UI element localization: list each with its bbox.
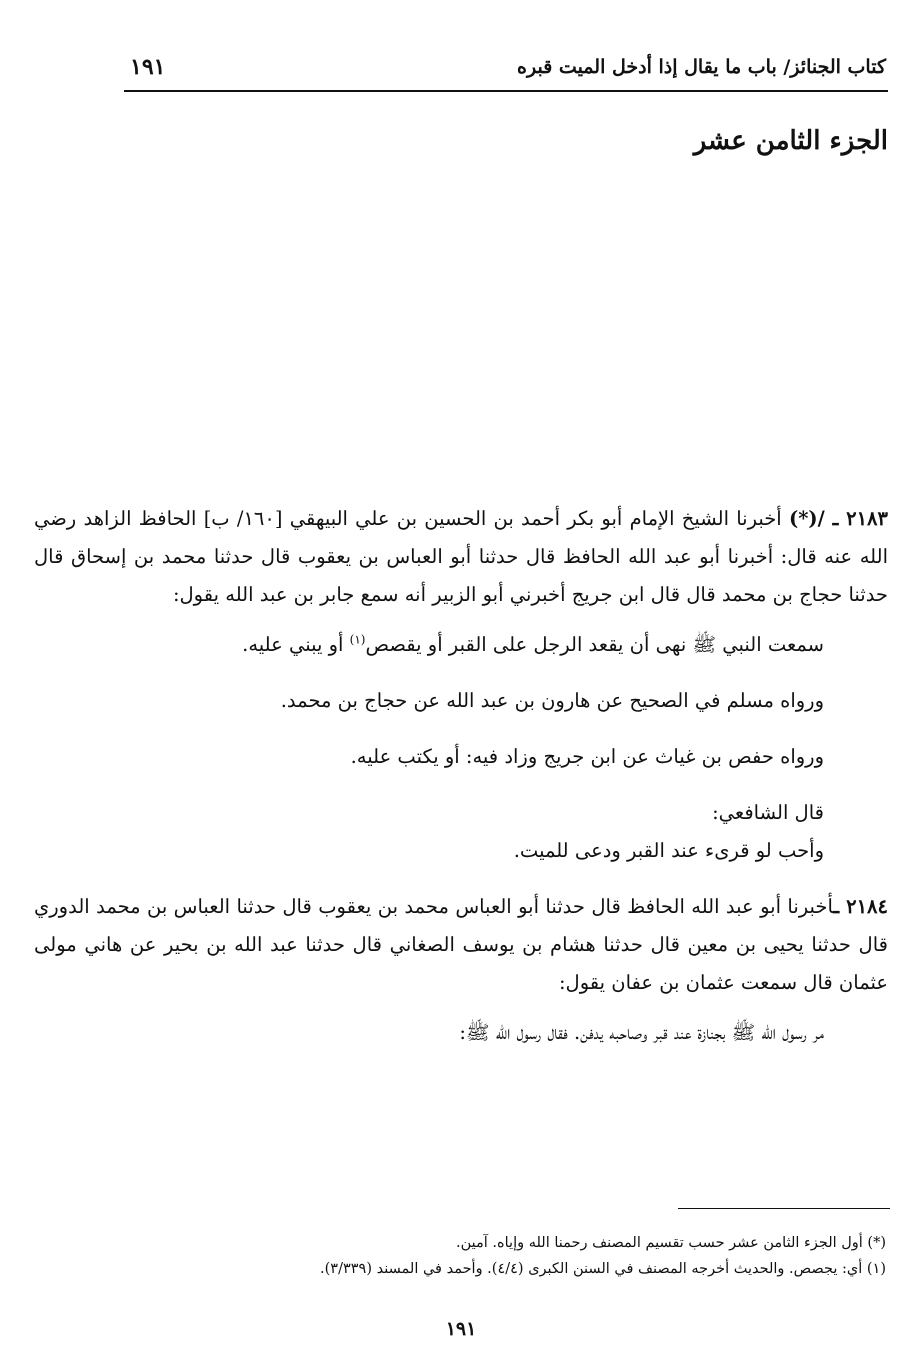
footnote-reference: (١) <box>349 632 366 647</box>
footnote-rule <box>678 1208 890 1209</box>
shafii-label: قال الشافعي: <box>712 801 824 824</box>
hadith-2183-text-1: أخبرنا الشيخ الإمام أبو بكر أحمد بن الحسين بن علي البيهقي <box>282 507 789 530</box>
hadith-2184-matn: مر رسول الله ﷺ بجنازة عند قبر وصاحبه يدفن. فقال رسول الله ﷺ: <box>459 1021 824 1044</box>
folio-reference: [١٦٠/ ب] <box>203 507 283 530</box>
hadith-2183-matn <box>34 626 888 664</box>
footnote-star: (*) أول الجزء الثامن عشر حسب تقسيم المصنف رحمنا الله وإياه. آمين. <box>455 1235 886 1251</box>
hadith-2184-isnad <box>34 888 888 1002</box>
quote-part-b: أو يبني عليه. <box>242 633 350 656</box>
hadith-2183-isnad <box>34 500 888 614</box>
footer-page-number: ١٩١ <box>445 1318 477 1340</box>
hadith-2183-number: ٢١٨٣ ـ / <box>817 507 888 530</box>
part-title: الجزء الثامن عشر <box>693 126 888 156</box>
hafs-narration: ورواه حفص بن غياث عن ابن جريج وزاد فيه: أو يكتب عليه. <box>350 745 824 768</box>
footnotes <box>34 1232 886 1284</box>
muslim-narration: ورواه مسلم في الصحيح عن هارون بن عبد الله عن حجاج بن محمد. <box>280 689 824 712</box>
hadith-2184-text: أخبرنا أبو عبد الله الحافظ قال حدثنا أبو العباس محمد بن يعقوب قال حدثنا العباس بن محمد الدوري قال حدثنا يحيى بن معين قال حدثنا هشام بن يوسف الصغاني قال حدثنا عبد الله بن بحير عن هاني مولى عثمان قال سمعت عثمان بن عفان يقول: <box>34 895 888 994</box>
hadith-2183-text-2: الحافظ الزاهد رضي الله عنه قال: أخبرنا أبو عبد الله الحافظ قال حدثنا أبو العباس بن يعقوب قال حدثنا محمد بن إسحاق قال حدثنا حجاج بن محمد قال قال ابن جريج أخبرني أبو الزبير أنه سمع جابر بن عبد الله يقول: <box>34 507 888 606</box>
header-page-number: ١٩١ <box>130 54 166 80</box>
footnote-one: (١) أي: يجصص. والحديث أخرجه المصنف في السنن الكبرى (٤/٤). وأحمد في المسند (٣/٣٣٩). <box>320 1261 886 1277</box>
running-header-title: كتاب الجنائز/ باب ما يقال إذا أدخل الميت قبره <box>517 56 886 78</box>
quote-part-a: سمعت النبي ﷺ نهى أن يقعد الرجل على القبر أو يقصص <box>365 633 824 656</box>
main-text <box>34 500 888 1052</box>
running-header <box>124 52 886 88</box>
header-rule <box>124 90 888 92</box>
section-marker: (*) <box>788 507 818 530</box>
hadith-2184-number: ٢١٨٤ ـ <box>833 895 888 918</box>
shafii-text: وأحب لو قرىء عند القبر ودعى للميت. <box>513 839 824 862</box>
